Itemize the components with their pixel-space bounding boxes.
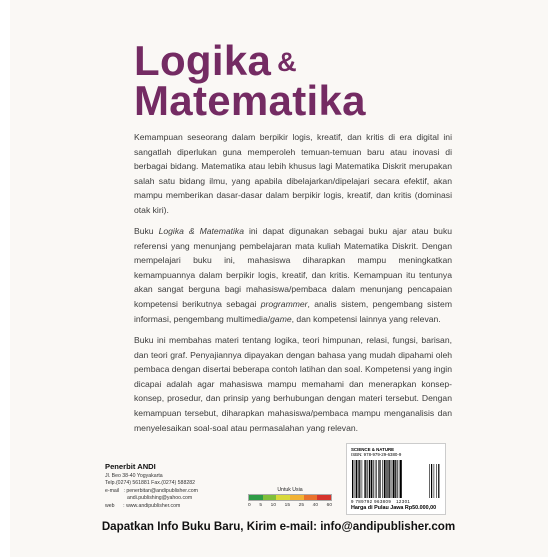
barcode-bar	[358, 460, 359, 498]
isbn-number: ISBN: 978-979-29-6380-9	[351, 452, 402, 458]
game-italic: game	[270, 313, 292, 324]
age-segment-1	[263, 495, 277, 500]
barcode-bar	[371, 460, 373, 498]
publisher-name: Penerbit ANDI	[105, 462, 156, 471]
barcode-bar	[387, 460, 388, 498]
book-category: SCIENCE & NATURE	[351, 447, 395, 452]
barcode-addon-bar	[434, 464, 435, 498]
barcode-panel	[346, 443, 446, 515]
book-price: Harga di Pulau Jawa Rp50.000,00	[351, 504, 437, 511]
age-segment-2	[276, 495, 290, 500]
book-title-italic: Logika & Matematika	[158, 226, 245, 236]
age-tick-1: 5	[259, 503, 262, 508]
barcode-bar	[395, 460, 396, 498]
barcode-bar	[356, 460, 358, 498]
barcode-bar	[397, 460, 398, 498]
age-segment-5	[317, 495, 331, 500]
barcode-bar	[359, 460, 360, 498]
description-paragraph-2: Buku Logika & Matematika ini dapat digunakan sebagai buku ajar atau buku referensi yang menunjang pembelajaran mata kuliah Matematika Diskrit. Dengan mempelajari buku ini, mahasiswa diharapkan mampu meningkatkan kemampuannya dalam berpikir logis, kreatif, dan kritis. Kemampuan itu tentunya akan sangat berguna bagi mahasiswa/pembaca dalam menunjang pencapaian kompetensi berikutnya sebagai programmer, analis sistem, pengembang sistem informasi, pengembang multimedia/game, dan kompetensi lainnya yang relevan.	[134, 226, 453, 324]
age-tick-3: 15	[284, 503, 290, 508]
barcode-bar	[382, 460, 383, 498]
publisher-address: Jl. Beo 38-40 Yogyakarta	[105, 473, 163, 479]
book-back-cover	[10, 0, 548, 557]
age-rating	[248, 487, 332, 513]
age-tick-6: 60	[326, 503, 332, 508]
programmer-italic: programmer	[260, 298, 308, 309]
barcode-bar	[380, 460, 381, 498]
publisher-email-line-2: andi.publishing@yahoo.com	[127, 495, 193, 502]
publisher-email-line: e-mail : penerbitan@andipublisher.com	[105, 487, 198, 494]
footer-info-banner: Dapatkan Info Buku Baru, Kirim e-mail: info@andipublisher.com	[101, 520, 456, 533]
barcode-bar	[352, 460, 353, 498]
barcode-bar	[384, 460, 386, 498]
title-ampersand: &	[277, 47, 297, 77]
barcode-bar	[375, 460, 376, 498]
barcode-bar	[389, 460, 390, 498]
barcode-bar	[369, 460, 370, 498]
book-title-line2: Matematika	[134, 77, 366, 124]
barcode-bar	[378, 460, 379, 498]
description-paragraph-3: Buku ini membahas materi tentang logika, teori himpunan, relasi, fungsi, barisan, dan teori graf. Penyajiannya dipayakan dengan bahasa yang mudah dipahami oleh pembaca dengan disertai beberapa contoh latihan dan soal. Kompetensi yang ingin dicapai adalah agar mahasiswa mampu memahami dan menerapkan konsep-konsep, prosedur, dan prinsip yang berhubungan dengan materi tersebut. Dengan kemampuan tersebut, diharapkan mahasiswa/pembaca mampu menganalisis dan menyelesaikan soal-soal atau permasalahan yang relevan.	[134, 335, 452, 433]
barcode-bar	[354, 460, 355, 498]
barcode-bar	[365, 460, 366, 498]
barcode-bar	[373, 460, 374, 498]
barcode-addon-bar	[436, 464, 437, 498]
barcode-bar	[364, 460, 365, 498]
barcode-bar	[376, 460, 377, 498]
age-segment-3	[290, 495, 304, 500]
age-tick-0: 0	[248, 503, 251, 508]
barcode-bar	[400, 460, 402, 498]
barcode-bar	[367, 460, 368, 498]
barcode-addon-bar	[438, 464, 439, 498]
publisher-web-line: web : www.andipublisher.com	[105, 502, 181, 509]
barcode-bar	[393, 460, 395, 498]
barcode-digits: 9 789792 963809 12301	[351, 498, 411, 504]
barcode-bar	[392, 460, 393, 498]
book-title-line1: Logika &	[134, 37, 297, 84]
publisher-phone: Telp.(0274) 561881 Fax.(0274) 588282	[105, 480, 195, 487]
barcode-bar	[362, 460, 363, 498]
barcode-bar	[399, 460, 400, 498]
age-tick-5: 40	[312, 503, 318, 508]
barcode-addon-bar	[429, 464, 430, 498]
age-rating-ticks	[248, 503, 332, 508]
barcode-bar	[386, 460, 387, 498]
barcode-icon	[351, 460, 441, 498]
age-rating-bar	[248, 494, 332, 501]
age-segment-0	[249, 495, 263, 500]
description-paragraph-1: Kemampuan seseorang dalam berpikir logis, kreatif, dan kritis di era digital ini sangatlah diperlukan guna memperoleh temuan-temuan baru atau inovasi di berbagai bidang. Matematika atau lebih khusus lagi Matematika Diskrit merupakan salah satu bidang ilmu, yang apabila dibelajarkan/dipelajari secara efektif, akan mampu memberikan dasar-dasar dalam berpikir logis, kreatif, dan kritis (dominasi otak kiri).	[134, 132, 452, 215]
barcode-addon-bar	[431, 464, 432, 498]
age-tick-2: 10	[270, 503, 276, 508]
age-tick-4: 25	[298, 503, 304, 508]
age-segment-4	[304, 495, 318, 500]
age-rating-label: Untuk Usia	[277, 487, 303, 493]
